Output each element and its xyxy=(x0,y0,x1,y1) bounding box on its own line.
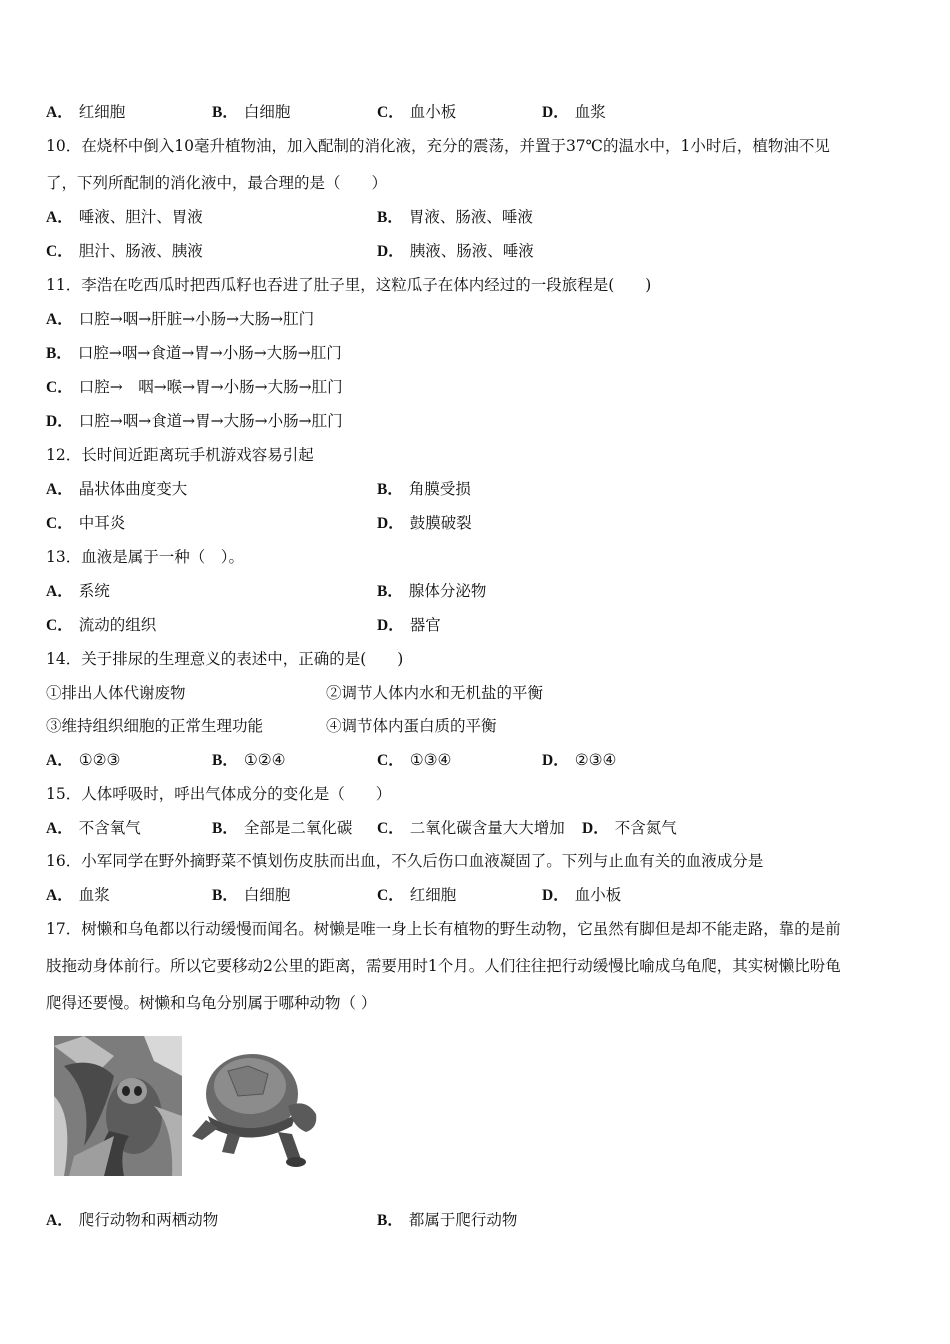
q10-option-a[interactable]: A． 唾液、胆汁、胃液 xyxy=(46,208,203,226)
q12-option-b[interactable]: B． 角膜受损 xyxy=(377,480,471,498)
q9-option-c[interactable]: C． 血小板 xyxy=(377,103,457,121)
q14-option-d[interactable]: D． ②③④ xyxy=(542,751,617,769)
q15-option-d[interactable]: D． 不含氮气 xyxy=(582,819,677,837)
q11-option-c[interactable]: C． 口腔→ 咽→喉→胃→小肠→大肠→肛门 xyxy=(46,378,343,396)
q9-option-a[interactable]: A． 红细胞 xyxy=(46,103,126,121)
q14-item-3: ③维持组织细胞的正常生理功能 xyxy=(46,717,264,735)
q10-option-b[interactable]: B． 胃液、肠液、唾液 xyxy=(377,208,533,226)
q13-option-a[interactable]: A． 系统 xyxy=(46,582,110,600)
q17-stem-line2: 肢拖动身体前行。所以它要移动2公里的距离，需要用时1个月。人们往往把行动缓慢比喻成乌龟爬，其实树懒比吩龟 xyxy=(46,957,841,975)
q14-item-2: ②调节人体内水和无机盐的平衡 xyxy=(326,684,544,702)
q16-option-d[interactable]: D． 血小板 xyxy=(542,886,622,904)
q16-stem: 16．小军同学在野外摘野菜不慎划伤皮肤而出血，不久后伤口血液凝固了。下列与止血有关的血液成分是 xyxy=(46,852,764,870)
q12-option-a[interactable]: A． 晶状体曲度变大 xyxy=(46,480,188,498)
sloth-photo xyxy=(54,1036,182,1176)
q16-option-c[interactable]: C． 红细胞 xyxy=(377,886,457,904)
q16-option-b[interactable]: B． 白细胞 xyxy=(212,886,291,904)
q16-option-a[interactable]: A． 血浆 xyxy=(46,886,110,904)
q11-option-b[interactable]: B． 口腔→咽→食道→胃→小肠→大肠→肛门 xyxy=(46,344,342,362)
q10-option-c[interactable]: C． 胆汁、肠液、胰液 xyxy=(46,242,203,260)
q13-option-b[interactable]: B． 腺体分泌物 xyxy=(377,582,487,600)
q9-option-b[interactable]: B． 白细胞 xyxy=(212,103,291,121)
q10-stem-line2: 了，下列所配制的消化液中，最合理的是（ ） xyxy=(46,174,388,192)
q12-stem: 12．长时间近距离玩手机游戏容易引起 xyxy=(46,446,314,464)
q15-option-a[interactable]: A． 不含氧气 xyxy=(46,819,141,837)
turtle-photo xyxy=(188,1036,328,1176)
q14-item-4: ④调节体内蛋白质的平衡 xyxy=(326,717,497,735)
q12-option-d[interactable]: D． 鼓膜破裂 xyxy=(377,514,472,532)
q12-option-c[interactable]: C． 中耳炎 xyxy=(46,514,126,532)
q17-option-a[interactable]: A． 爬行动物和两栖动物 xyxy=(46,1211,219,1229)
q15-option-c[interactable]: C． 二氧化碳含量大大增加 xyxy=(377,819,565,837)
q11-option-d[interactable]: D． 口腔→咽→食道→胃→大肠→小肠→肛门 xyxy=(46,412,343,430)
q10-stem-line1: 10．在烧杯中倒入10毫升植物油，加入配制的消化液，充分的震荡，并置于37℃的温水中，1小时后，植物油不见 xyxy=(46,137,830,155)
q9-option-d[interactable]: D． 血浆 xyxy=(542,103,606,121)
q14-option-b[interactable]: B． ①②④ xyxy=(212,751,286,769)
q10-option-d[interactable]: D． 胰液、肠液、唾液 xyxy=(377,242,534,260)
q14-item-1: ①排出人体代谢废物 xyxy=(46,684,186,702)
q13-option-d[interactable]: D． 器官 xyxy=(377,616,441,634)
q15-option-b[interactable]: B． 全部是二氧化碳 xyxy=(212,819,353,837)
q13-stem: 13．血液是属于一种（ ）。 xyxy=(46,548,244,566)
q17-option-b[interactable]: B． 都属于爬行动物 xyxy=(377,1211,518,1229)
q13-option-c[interactable]: C． 流动的组织 xyxy=(46,616,157,634)
q11-option-a[interactable]: A． 口腔→咽→肝脏→小肠→大肠→肛门 xyxy=(46,310,315,328)
q17-stem-line3: 爬得还要慢。树懒和乌龟分别属于哪种动物（ ） xyxy=(46,994,377,1012)
q14-stem: 14．关于排尿的生理意义的表述中，正确的是( ) xyxy=(46,650,404,668)
q14-option-c[interactable]: C． ①③④ xyxy=(377,751,452,769)
q14-option-a[interactable]: A． ①②③ xyxy=(46,751,121,769)
q11-stem: 11．李浩在吃西瓜时把西瓜籽也吞进了肚子里，这粒瓜子在体内经过的一段旅程是( ) xyxy=(46,276,652,294)
q15-stem: 15．人体呼吸时，呼出气体成分的变化是（ ） xyxy=(46,785,392,803)
q17-stem-line1: 17．树懒和乌龟都以行动缓慢而闻名。树懒是唯一身上长有植物的野生动物，它虽然有脚但是却不能走路，靠的是前 xyxy=(46,920,841,938)
